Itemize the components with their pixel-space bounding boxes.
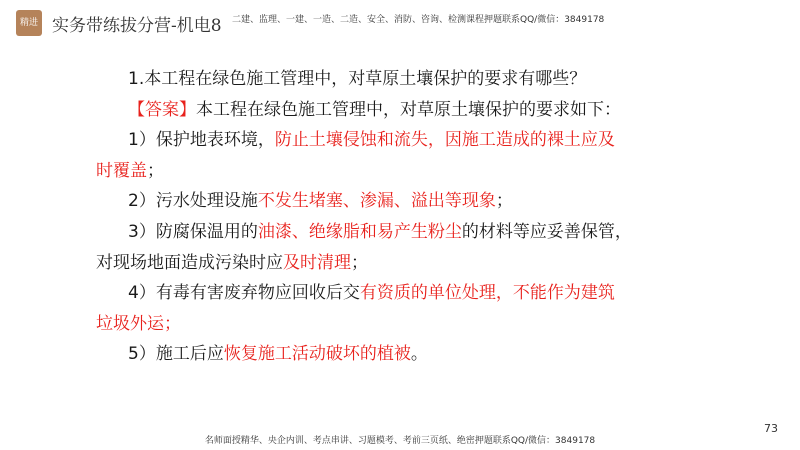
answer-item-4-line2 xyxy=(96,309,656,340)
slide-header xyxy=(0,0,800,44)
body-text: 1）保护地表环境， xyxy=(128,130,275,151)
answer-intro: 本工程在绿色施工管理中，对草原土壤保护的要求如下： xyxy=(196,99,621,120)
body-text: 2）污水处理设施 xyxy=(128,191,258,212)
body-text: 。 xyxy=(410,344,428,365)
slide-content xyxy=(96,64,656,370)
body-text: 3）防腐保温用的 xyxy=(128,221,258,242)
body-text: 4）有毒有害废弃物应回收后交 xyxy=(128,283,360,304)
highlighted-text: 油漆、绝缘脂和易产生粉尘 xyxy=(257,221,462,242)
answer-item-3-line1 xyxy=(96,217,656,248)
answer-item-1-line2 xyxy=(96,156,656,187)
answer-item-5-line1 xyxy=(96,339,656,370)
body-text: 5）施工后应 xyxy=(128,344,224,365)
course-title: 实务带练拔分营-机电8 xyxy=(52,16,222,36)
question-text: 1.本工程在绿色施工管理中，对草原土壤保护的要求有哪些？ xyxy=(128,69,587,89)
footer-contact-text: 名师面授精华、央企内训、考点串讲、习题模考、考前三页纸、绝密押题联系QQ/微信：3849178 xyxy=(204,436,596,446)
answer-item-3-line2 xyxy=(96,248,656,279)
answer-item-1-line1 xyxy=(96,125,656,156)
page-number: 73 xyxy=(764,422,778,435)
highlighted-text: 恢复施工活动破坏的植被 xyxy=(223,344,411,365)
highlighted-text: 不发生堵塞、渗漏、溢出等现象 xyxy=(257,191,496,212)
body-text: 的材料等应妥善保管， xyxy=(461,221,632,242)
body-text: ； xyxy=(495,191,513,212)
header-contact-text: 二建、监理、一建、一造、二造、安全、消防、咨询、检测课程押题联系QQ/微信：3849178 xyxy=(232,15,605,25)
answer-list xyxy=(96,125,656,370)
answer-item-4-line1 xyxy=(96,278,656,309)
answer-intro-line xyxy=(96,95,656,126)
brand-logo: 精进 xyxy=(16,10,42,36)
body-text: 对现场地面造成污染时应 xyxy=(96,252,283,273)
highlighted-text: 防止土壤侵蚀和流失，因施工造成的裸土应及 xyxy=(274,130,615,151)
highlighted-text: 及时清理 xyxy=(283,252,351,273)
highlighted-text: 有资质的单位处理，不能作为建筑 xyxy=(359,283,615,304)
body-text: ； xyxy=(351,252,368,273)
body-text: ； xyxy=(147,160,164,181)
highlighted-text: 垃圾外运； xyxy=(96,313,181,334)
answer-tag: 【答案】 xyxy=(128,99,196,120)
highlighted-text: 时覆盖 xyxy=(96,160,147,181)
answer-item-2-line1 xyxy=(96,186,656,217)
